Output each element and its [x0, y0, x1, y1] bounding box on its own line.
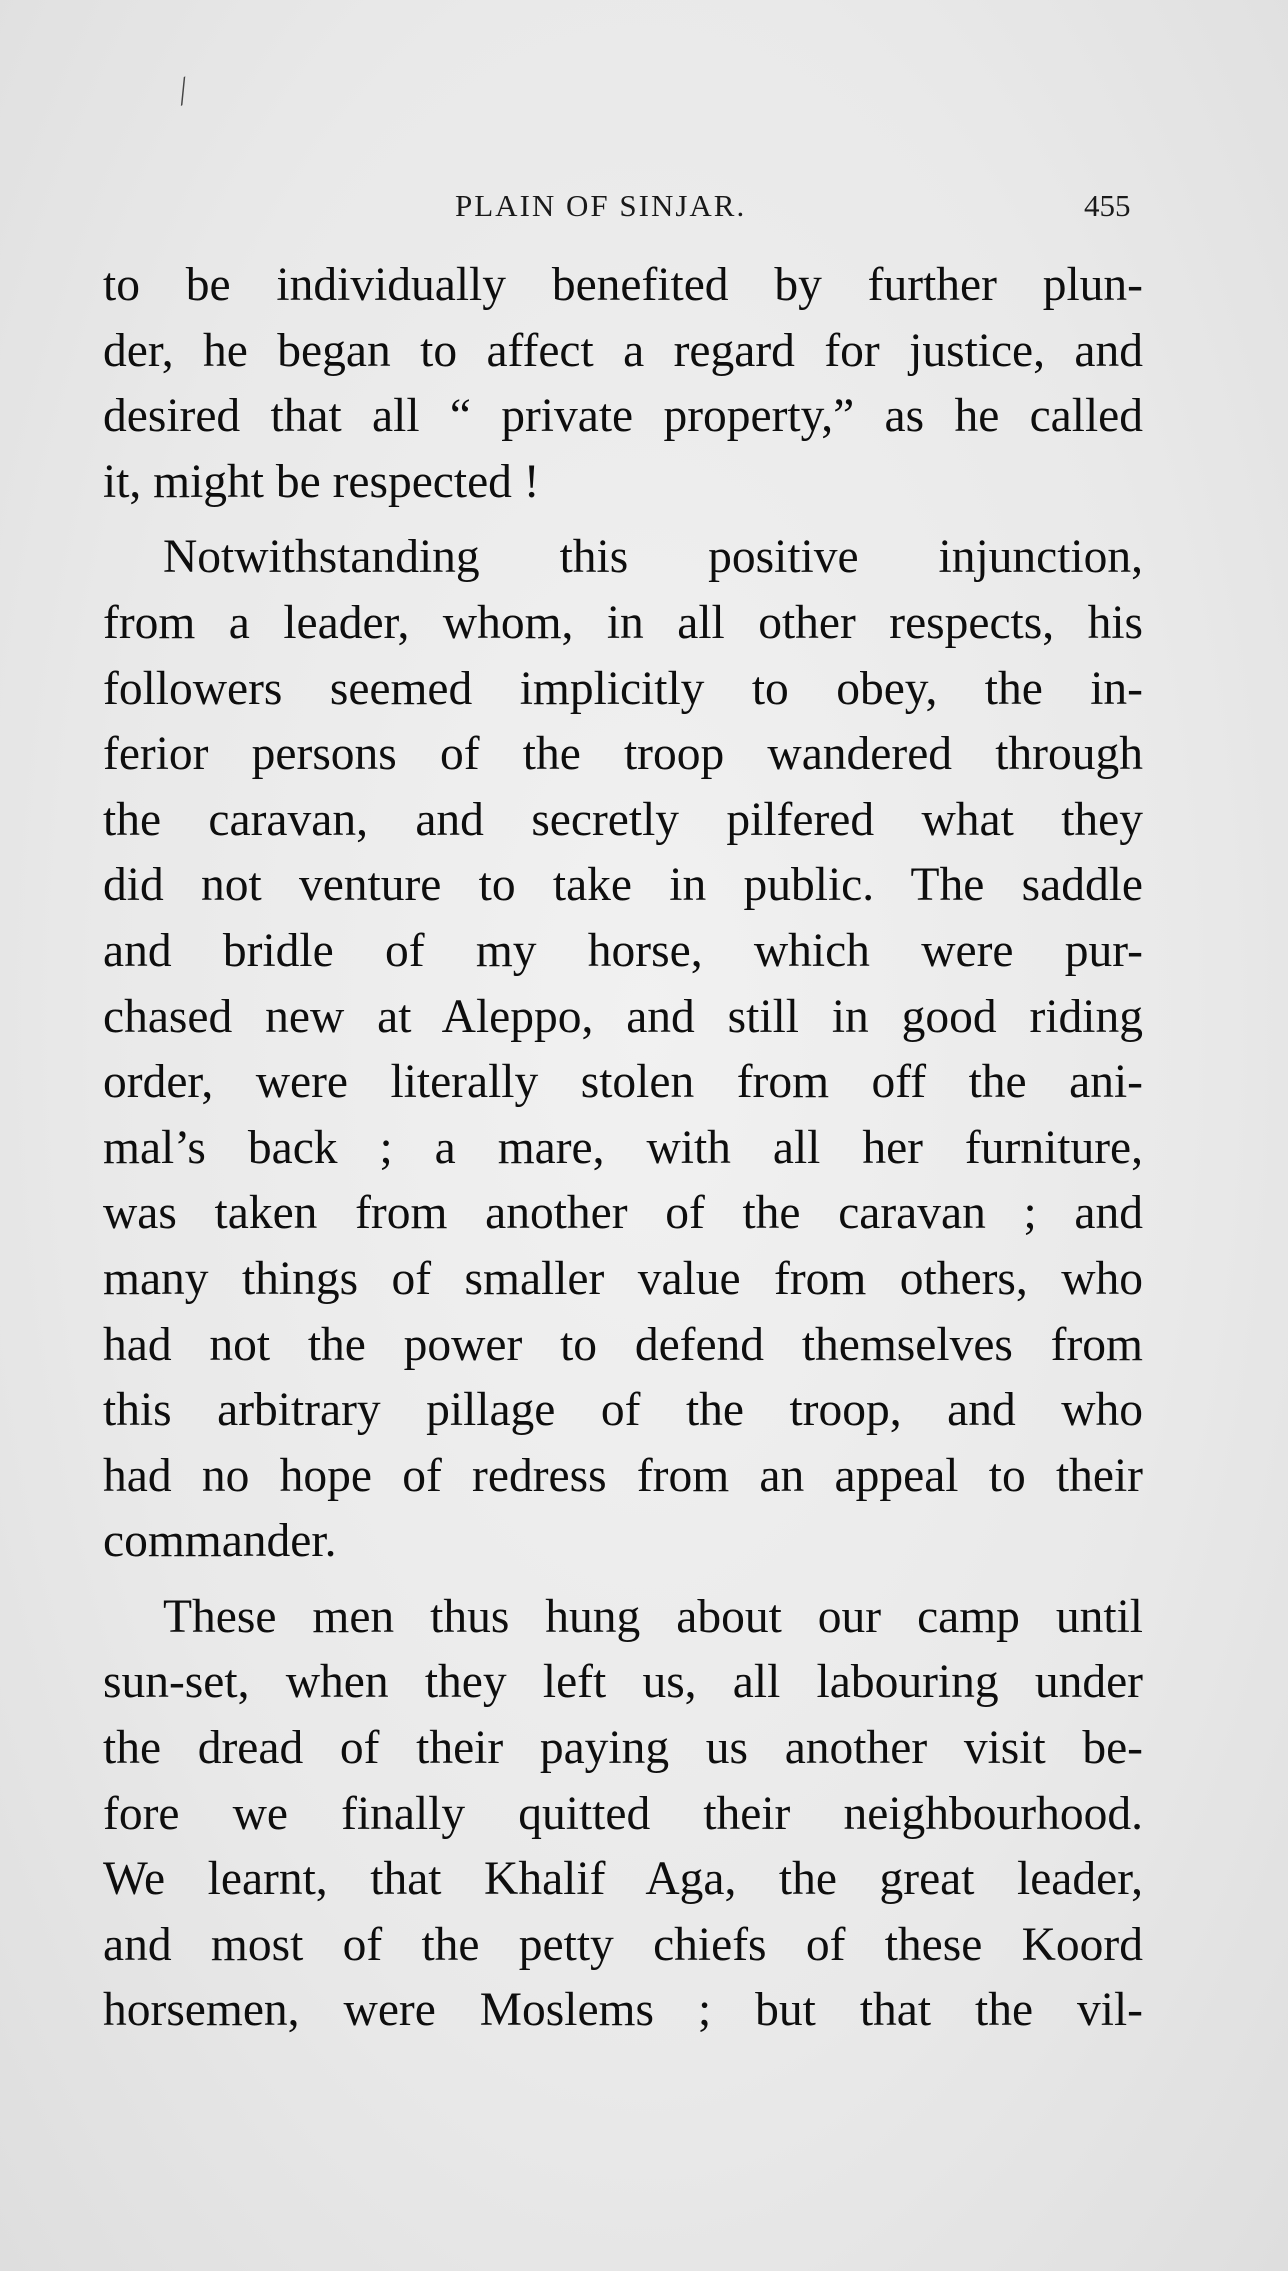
text-line: Notwithstanding this positive injunction, — [163, 531, 1143, 584]
body-text — [103, 253, 1143, 2054]
paragraph-2 — [103, 525, 1143, 1575]
text-line: order, were literally stolen from off the ani- — [103, 1056, 1143, 1109]
text-line: the caravan, and secretly pilfered what they — [103, 793, 1143, 846]
running-title: PLAIN OF SINJAR. — [455, 188, 747, 223]
text-line: many things of smaller value from others, who — [103, 1252, 1143, 1305]
text-line: fore we finally quitted their neighbourhood. — [103, 1787, 1143, 1840]
text-line: from a leader, whom, in all other respects, his — [103, 596, 1143, 649]
text-line: was taken from another of the caravan ; and — [103, 1187, 1143, 1240]
paragraph-3 — [103, 1585, 1143, 2044]
text-line: it, might be respected ! — [103, 455, 540, 508]
text-line: had not the power to defend themselves from — [103, 1318, 1143, 1371]
text-line: did not venture to take in public. The saddle — [103, 859, 1143, 912]
text-line: horsemen, were Moslems ; but that the vil- — [103, 1984, 1143, 2037]
text-line: and bridle of my horse, which were pur- — [103, 924, 1143, 977]
text-line: We learnt, that Khalif Aga, the great leader, — [103, 1853, 1143, 1906]
page-number: 455 — [1084, 188, 1131, 223]
text-line: desired that all “ private property,” as he called — [103, 390, 1143, 443]
text-line: had no hope of redress from an appeal to their — [103, 1449, 1143, 1502]
text-line: the dread of their paying us another visit be- — [103, 1722, 1143, 1775]
text-line: chased new at Aleppo, and still in good riding — [103, 990, 1143, 1043]
text-line: to be individually benefited by further plun- — [103, 259, 1143, 311]
pencil-mark-icon: ⁄ — [170, 72, 196, 110]
text-line: commander. — [103, 1515, 337, 1568]
text-line: These men thus hung about our camp until — [163, 1590, 1143, 1643]
text-line: mal’s back ; a mare, with all her furniture, — [103, 1121, 1143, 1174]
text-line: ferior persons of the troop wandered through — [103, 728, 1143, 781]
page-header — [0, 188, 1288, 228]
text-line: der, he began to affect a regard for justice, and — [103, 324, 1143, 377]
paragraph-1 — [103, 253, 1143, 515]
text-line: and most of the petty chiefs of these Koord — [103, 1918, 1143, 1971]
text-line: this arbitrary pillage of the troop, and who — [103, 1384, 1143, 1437]
text-line: followers seemed implicitly to obey, the in- — [103, 662, 1143, 715]
text-line: sun-set, when they left us, all labouring under — [103, 1656, 1143, 1709]
